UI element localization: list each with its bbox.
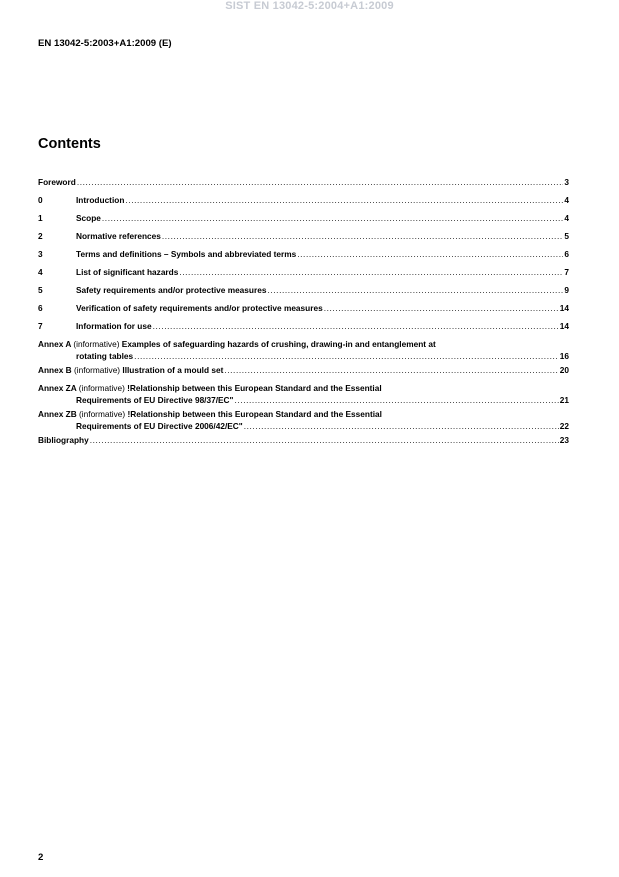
- dot-leader: [77, 176, 564, 188]
- document-id: EN 13042-5:2003+A1:2009 (E): [38, 38, 172, 49]
- toc-title: Safety requirements and/or protective measures: [76, 285, 267, 295]
- toc-page: 5: [564, 231, 569, 241]
- annex-title: Illustration of a mould set: [122, 365, 224, 375]
- toc-entry-introduction[interactable]: [38, 194, 569, 206]
- toc-page: 23: [559, 435, 569, 445]
- dot-leader: [234, 394, 558, 406]
- toc-title: Scope: [76, 213, 101, 223]
- toc-title: Foreword: [38, 177, 76, 187]
- toc-page: 4: [564, 213, 569, 223]
- annex-label: Annex A: [38, 339, 72, 349]
- toc-number: 0: [38, 195, 43, 205]
- annex-status: (informative): [73, 339, 120, 349]
- toc-entry-annex-a[interactable]: [38, 338, 569, 362]
- toc-page: 16: [559, 351, 569, 361]
- dot-leader: [324, 302, 559, 314]
- annex-status: (informative): [73, 365, 121, 375]
- annex-title: Examples of safeguarding hazards of crushing, drawing-in and entanglement at: [121, 339, 436, 349]
- toc-number: 3: [38, 249, 43, 259]
- dot-leader: [179, 266, 563, 278]
- annex-title-continued: Requirements of EU Directive 98/37/EC": [76, 395, 234, 405]
- dot-leader: [297, 248, 563, 260]
- toc-page: 7: [564, 267, 569, 277]
- toc-entry-annex-zb[interactable]: [38, 408, 569, 432]
- toc-entry-annex-za[interactable]: [38, 382, 569, 406]
- toc-title: Verification of safety requirements and/or protective measures: [76, 303, 323, 313]
- toc-entry-verification[interactable]: [38, 302, 569, 314]
- dot-leader: [90, 434, 559, 446]
- toc-title: List of significant hazards: [76, 267, 179, 277]
- toc-number: 7: [38, 321, 43, 331]
- contents-heading: Contents: [38, 136, 101, 152]
- toc-number: 1: [38, 213, 43, 223]
- toc-entry-significant-hazards[interactable]: [38, 266, 569, 278]
- toc-entry-foreword[interactable]: [38, 176, 569, 188]
- toc-title: Bibliography: [38, 435, 89, 445]
- watermark: SIST EN 13042-5:2004+A1:2009: [225, 0, 394, 12]
- toc-entry-information-for-use[interactable]: [38, 320, 569, 332]
- toc-page: 21: [559, 395, 569, 405]
- toc-page: 6: [564, 249, 569, 259]
- toc-title: Normative references: [76, 231, 161, 241]
- toc-page: 4: [564, 195, 569, 205]
- annex-status: (informative): [78, 383, 125, 393]
- annex-title: !Relationship between this European Standard and the Essential: [127, 409, 382, 419]
- toc-entry-scope[interactable]: [38, 212, 569, 224]
- dot-leader: [125, 194, 563, 206]
- dot-leader: [102, 212, 563, 224]
- toc-page: 22: [559, 421, 569, 431]
- toc-page: 20: [559, 365, 569, 375]
- annex-label: Annex B: [38, 365, 72, 375]
- annex-label: Annex ZA: [38, 383, 77, 393]
- toc-number: 2: [38, 231, 43, 241]
- toc-entry-terms-definitions[interactable]: [38, 248, 569, 260]
- annex-title-continued: Requirements of EU Directive 2006/42/EC": [76, 421, 243, 431]
- toc-entry-safety-requirements[interactable]: [38, 284, 569, 296]
- dot-leader: [244, 420, 559, 432]
- toc-title: Terms and definitions – Symbols and abbreviated terms: [76, 249, 297, 259]
- toc-page: 9: [564, 285, 569, 295]
- toc-page: 14: [559, 303, 569, 313]
- annex-title: !Relationship between this European Standard and the Essential: [127, 383, 382, 393]
- annex-label: Annex ZB: [38, 409, 77, 419]
- dot-leader: [267, 284, 563, 296]
- toc-number: 6: [38, 303, 43, 313]
- annex-status: (informative): [79, 409, 126, 419]
- dot-leader: [134, 350, 559, 362]
- table-of-contents: [38, 176, 569, 445]
- toc-entry-annex-b[interactable]: [38, 364, 569, 376]
- toc-title: Information for use: [76, 321, 152, 331]
- dot-leader: [224, 364, 558, 376]
- toc-page: 14: [559, 321, 569, 331]
- dot-leader: [162, 230, 564, 242]
- toc-title: Introduction: [76, 195, 125, 205]
- toc-number: 4: [38, 267, 43, 277]
- toc-number: 5: [38, 285, 43, 295]
- page-number: 2: [38, 852, 44, 863]
- annex-title-continued: rotating tables: [76, 351, 134, 361]
- dot-leader: [153, 320, 559, 332]
- toc-entry-normative-references[interactable]: [38, 230, 569, 242]
- toc-entry-bibliography[interactable]: [38, 434, 569, 446]
- toc-page: 3: [564, 177, 569, 187]
